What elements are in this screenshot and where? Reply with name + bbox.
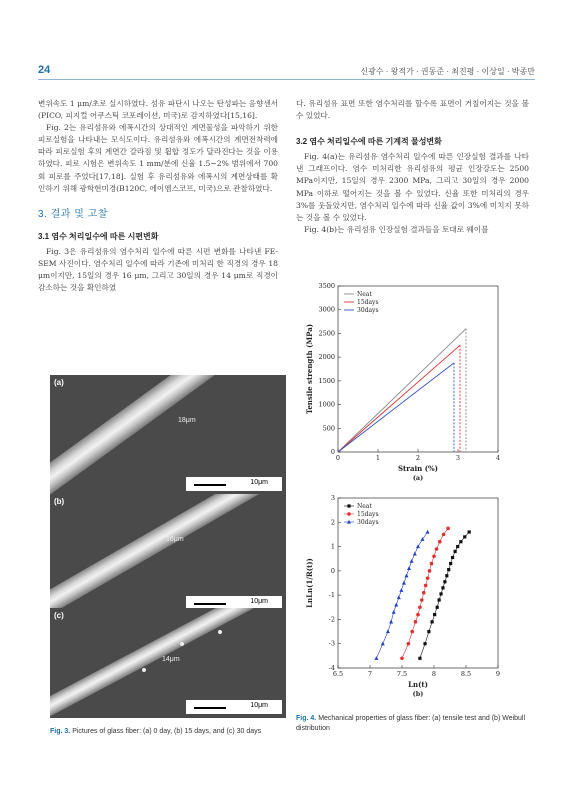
- data-point: [413, 552, 417, 556]
- series-neat: [338, 329, 466, 452]
- data-point: [445, 574, 448, 577]
- data-point: [407, 642, 411, 646]
- subsection-heading: 3.1 염수 처리일수에 따른 시편변화: [38, 231, 159, 241]
- data-point: [438, 598, 441, 601]
- data-point: [468, 530, 471, 533]
- x-tick-label: 4: [495, 454, 501, 462]
- x-tick-label: 3: [455, 454, 461, 462]
- data-point: [423, 642, 426, 645]
- data-point: [441, 586, 444, 589]
- data-point: [418, 657, 421, 660]
- data-point: [426, 530, 430, 534]
- series-30days: [338, 363, 454, 452]
- data-point: [394, 603, 398, 607]
- paragraph: 다. 유리섬유 표면 또한 염수처리를 할수록 표면이 거칠어지는 것을 볼 수 있었다.: [296, 99, 529, 121]
- data-point: [414, 620, 418, 624]
- data-point: [407, 566, 411, 570]
- section-heading: 3. 결과 및 고찰: [38, 208, 108, 220]
- data-point: [446, 527, 450, 531]
- data-point: [347, 520, 351, 524]
- y-tick-label: -2: [328, 615, 335, 624]
- panel-label: (a): [54, 378, 64, 387]
- left-column: [38, 98, 278, 294]
- data-point: [456, 545, 459, 548]
- paragraph: Fig. 2는 유리섬유와 에폭시간의 상대적인 계면물성을 파악하기 위한 피로실험을 나타내는 모식도이다. 유리섬유와 에폭시간의 계면전착력에 따라 피로실험 후의 계면간 갈라짐 및 휨합 정도가 달라진다는 것을 이용하였다. 피로 시험은 변위속도 1 mm/분에 신율 1.5~2% 범위에서 700회 피로를 주었다[17,18]. 실험 후 유리섬유와 에폭시의 계면상태를 확인하기 위해 광학현미경(B120C, 에이엠스코프, 미국)으로 관찰하였다.: [38, 123, 278, 193]
- panel-label: (b): [54, 497, 65, 506]
- y-axis-label: Tensile strength (MPa): [305, 323, 314, 415]
- data-point: [397, 595, 401, 599]
- series-line: [420, 532, 469, 658]
- x-tick-label: 1: [375, 454, 381, 462]
- y-tick-label: -1: [328, 591, 335, 600]
- caption-label: Fig. 3.: [50, 728, 71, 735]
- surface-particle: [142, 668, 146, 672]
- y-tick-label: 1000: [318, 400, 335, 409]
- page-number: 24: [38, 64, 51, 76]
- data-point: [428, 569, 432, 573]
- x-axis-label: Ln(t): [408, 680, 428, 689]
- x-tick-label: 7: [367, 670, 373, 678]
- x-tick-label: 0: [335, 454, 341, 462]
- data-point: [347, 512, 351, 516]
- scale-bar-label: 10μm: [250, 702, 268, 709]
- data-point: [438, 540, 442, 544]
- y-tick-label: 2500: [318, 329, 335, 338]
- y-tick-label: 2: [330, 518, 335, 527]
- data-point: [426, 576, 430, 580]
- data-point: [422, 591, 426, 595]
- caption-text: Mechanical properties of glass fiber: (a) tensile test and (b) Weibull distribution: [296, 715, 526, 732]
- data-point: [427, 630, 430, 633]
- surface-particle: [218, 630, 222, 634]
- y-tick-label: 1: [330, 542, 335, 551]
- y-tick-label: 2000: [318, 353, 335, 362]
- caption-label: Fig. 4.: [296, 715, 317, 722]
- paragraph: 변위속도 1 μm/초로 실시하였다. 섬유 파단시 나오는 탄성파는 음향센서(PICO, 피지컬 어쿠스틱 코포레이션, 미국)로 감지하였다[15,16].: [38, 99, 278, 121]
- sem-panel-c: [50, 608, 286, 718]
- y-tick-label: 3500: [318, 282, 335, 290]
- paragraph: Fig. 4(a)는 유리섬유 염수처리 일수에 따른 인장실험 결과를 나타낸 그래프이다. 염수 미처리한 유리섬유의 평균 인장강도는 2500 MPa이지만, 15일의 경우 2300 MPa, 그리고 30일의 경우 2000 MPa 이하로 떨어지는 것을 볼 수 있었다. 신율 또한 미처리의 경우 3%를 웃돌았지만, 염수처리 일수에 따라 신율 값이 3%에 미치지 못하는 것을 볼 수 있었다.: [296, 152, 529, 222]
- data-point: [399, 588, 403, 592]
- series-30days: [374, 530, 429, 660]
- paragraph: Fig. 3은 유리섬유의 염수처리 일수에 따른 시편 변화를 나타낸 FE-SEM 사진이다. 염수처리 일수에 따라 기존에 미처리 한 직경의 경우 18 μm이지만, 15일의 경우 16 μm, 그리고 30일의 경우 14 μm로 직경이 감소하는 것을 확인하였: [38, 246, 278, 293]
- data-point: [420, 598, 424, 602]
- y-tick-label: -3: [328, 639, 335, 648]
- data-point: [430, 562, 434, 566]
- series-neat: [418, 530, 470, 659]
- data-point: [410, 630, 414, 634]
- sem-panel-b: [50, 494, 286, 614]
- series-15days: [338, 345, 460, 452]
- data-point: [435, 547, 439, 551]
- y-tick-label: 3000: [318, 305, 335, 314]
- data-point: [447, 568, 450, 571]
- scale-bar-line: [194, 484, 226, 486]
- data-point: [410, 559, 414, 563]
- x-axis-label: Strain (%): [398, 464, 438, 473]
- x-tick-label: 9: [495, 670, 501, 678]
- data-point: [443, 580, 446, 583]
- legend-label: Neat: [357, 503, 372, 510]
- data-point: [454, 550, 457, 553]
- x-tick-label: 8.5: [460, 670, 472, 678]
- caption-text: Pictures of glass fiber: (a) 0 day, (b) 15 days, and (c) 30 days: [72, 728, 262, 735]
- sem-panel-a: [50, 375, 286, 495]
- data-point: [439, 592, 442, 595]
- y-tick-label: -4: [328, 664, 335, 672]
- legend: [344, 503, 379, 526]
- data-point: [449, 562, 452, 565]
- data-point: [416, 544, 420, 548]
- y-tick-label: 1500: [318, 376, 335, 385]
- data-point: [436, 606, 439, 609]
- surface-particle: [180, 642, 184, 646]
- x-tick-label: 8: [431, 670, 437, 678]
- scale-bar-label: 10μm: [250, 479, 268, 486]
- legend-label: 15days: [357, 299, 379, 306]
- figure-4-caption: [296, 714, 531, 733]
- header-rule: [38, 79, 535, 80]
- legend-label: 15days: [357, 511, 379, 518]
- data-point: [433, 613, 436, 616]
- series-line: [338, 329, 466, 452]
- series-line: [338, 345, 460, 452]
- data-point: [389, 620, 393, 624]
- panel-label: (a): [412, 474, 424, 482]
- scale-bar: [186, 477, 282, 491]
- x-tick-label: 6.5: [332, 670, 344, 678]
- diameter-label: 14μm: [162, 656, 180, 663]
- series-line: [338, 363, 454, 452]
- subsection-heading: 3.2 염수 처리일수에 따른 기계적 물성변화: [296, 137, 442, 147]
- weibull-chart: [300, 492, 520, 707]
- data-point: [432, 554, 436, 558]
- data-point: [451, 556, 454, 559]
- panel-label: (c): [54, 611, 64, 620]
- y-tick-label: 0: [330, 566, 335, 575]
- data-point: [404, 574, 408, 578]
- data-point: [463, 535, 466, 538]
- legend: [344, 291, 379, 314]
- data-point: [386, 629, 390, 633]
- y-tick-label: 500: [322, 424, 335, 433]
- x-tick-label: 7.5: [396, 670, 408, 678]
- running-header-authors: 신광수 · 왕적가 · 권동준 · 최진평 · 이상일 · 박종만: [360, 67, 535, 76]
- data-point: [347, 504, 350, 507]
- data-point: [424, 584, 428, 588]
- data-point: [442, 533, 446, 537]
- figure-3-caption: [50, 727, 290, 737]
- y-tick-label: 0: [330, 448, 335, 456]
- data-point: [400, 656, 404, 660]
- data-point: [430, 620, 433, 623]
- data-point: [416, 613, 420, 617]
- scale-bar-label: 10μm: [250, 598, 268, 605]
- y-tick-label: 3: [330, 494, 335, 502]
- legend-label: Neat: [357, 291, 372, 298]
- data-point: [459, 540, 462, 543]
- series-line: [376, 532, 427, 658]
- data-point: [374, 656, 378, 660]
- tensile-chart: [300, 280, 520, 490]
- legend-label: 30days: [357, 519, 379, 526]
- data-point: [418, 605, 422, 609]
- scale-bar: [186, 700, 282, 714]
- scale-bar-line: [194, 707, 226, 709]
- panel-label: (b): [412, 690, 424, 698]
- diameter-label: 16μm: [166, 536, 184, 543]
- scale-bar-line: [194, 603, 226, 605]
- x-tick-label: 2: [415, 454, 421, 462]
- paragraph: Fig. 4(b)는 유리섬유 인장실험 결과들을 토대로 웨이블: [304, 224, 489, 234]
- data-point: [402, 581, 406, 585]
- diameter-label: 18μm: [178, 417, 196, 424]
- data-point: [392, 610, 396, 614]
- right-column: [296, 98, 529, 236]
- legend-label: 30days: [357, 307, 379, 314]
- data-point: [381, 642, 385, 646]
- y-axis-label: LnLn(1/R(t)): [305, 558, 314, 608]
